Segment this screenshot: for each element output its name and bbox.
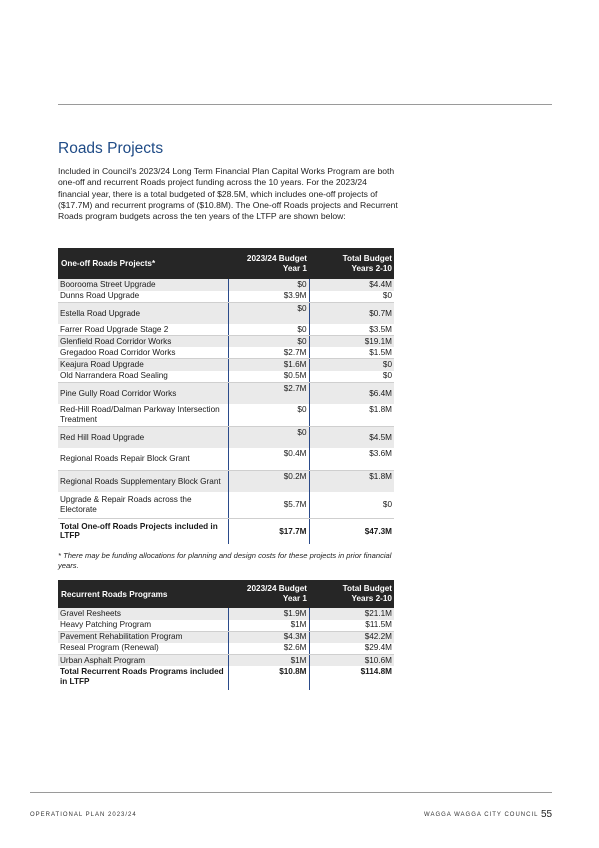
row-name: Red Hill Road Upgrade	[60, 432, 145, 442]
row-years2-10: $0	[309, 291, 394, 303]
row-year1: $2.7M	[228, 382, 309, 404]
row-year1: $0	[228, 336, 309, 348]
row-years2-10: $3.5M	[309, 324, 394, 336]
table-row	[58, 654, 394, 666]
row-year1: $0	[228, 302, 309, 324]
row-name: Dunns Road Upgrade	[58, 291, 228, 303]
row-years2-10: $1.8M	[309, 404, 394, 426]
row-name: Old Narrandera Road Sealing	[58, 371, 228, 383]
row-name: Keajura Road Upgrade	[60, 360, 144, 370]
row-years2-10: $42.2M	[364, 632, 392, 642]
header-program-name: Recurrent Roads Programs	[61, 589, 168, 599]
row-year1: $0	[228, 404, 309, 426]
row-name: Pavement Rehabilitation Program	[60, 632, 183, 642]
header-year1: 2023/24 Budget Year 1	[246, 584, 307, 603]
table-row	[58, 643, 394, 655]
total-year1: $17.7M	[228, 518, 309, 544]
row-name: Estella Road Upgrade	[60, 308, 141, 318]
row-year1: $1.6M	[228, 359, 309, 371]
oneoff-projects-table	[58, 248, 394, 544]
bottom-divider	[30, 792, 552, 793]
row-year1: $2.7M	[228, 347, 309, 359]
table-total-row	[58, 666, 394, 690]
row-year1: $0.5M	[228, 371, 309, 383]
table-row	[58, 426, 394, 448]
table-row	[58, 631, 394, 643]
row-name: Upgrade & Repair Roads across the Electorate	[58, 492, 228, 518]
row-year1: $5.7M	[228, 492, 309, 518]
row-name: Red-Hill Road/Dalman Parkway Intersection Treatment	[58, 404, 228, 426]
table-header-row	[58, 580, 394, 608]
table-row	[58, 448, 394, 470]
row-name: Boorooma Street Upgrade	[60, 279, 156, 289]
row-years2-10: $4.5M	[369, 432, 392, 442]
row-year1: $2.6M	[228, 643, 309, 655]
row-years2-10: $0.7M	[369, 308, 392, 318]
row-name: Glenfield Road Corridor Works	[60, 336, 172, 346]
row-years2-10: $29.4M	[309, 643, 394, 655]
row-year1: $0	[228, 279, 309, 291]
page-number: 55	[541, 809, 553, 820]
table-row	[58, 620, 394, 632]
total-name: Total Recurrent Roads Programs included in LTFP	[60, 666, 224, 686]
row-year1: $0.2M	[228, 470, 309, 492]
table-row	[58, 324, 394, 336]
row-years2-10: $4.4M	[369, 279, 392, 289]
row-name: Farrer Road Upgrade Stage 2	[58, 324, 228, 336]
row-year1: $3.9M	[228, 291, 309, 303]
row-year1: $4.3M	[228, 631, 309, 643]
row-name: Heavy Patching Program	[58, 620, 228, 632]
table-row	[58, 302, 394, 324]
row-year1: $0	[228, 426, 309, 448]
row-name: Pine Gully Road Corridor Works	[60, 388, 177, 398]
table-row	[58, 492, 394, 518]
table-row	[58, 382, 394, 404]
row-years2-10: $0	[309, 492, 394, 518]
row-years2-10: $0	[382, 360, 392, 370]
total-years2-10: $114.8M	[360, 666, 392, 676]
row-name: Regional Roads Repair Block Grant	[58, 448, 228, 470]
table-row	[58, 291, 394, 303]
row-year1: $0	[228, 324, 309, 336]
row-name: Gravel Resheets	[60, 608, 121, 618]
table-row	[58, 404, 394, 426]
table-header-row	[58, 248, 394, 279]
total-name: Total One-off Roads Projects included in LTFP	[60, 521, 218, 541]
row-name: Regional Roads Supplementary Block Grant	[60, 476, 221, 486]
table-total-row	[58, 518, 394, 544]
row-years2-10: $21.1M	[364, 608, 392, 618]
row-years2-10: $1.8M	[369, 471, 392, 481]
header-years2-10: Total Budget Years 2-10	[342, 253, 392, 273]
header-year1: 2023/24 Budget Year 1	[246, 253, 307, 273]
footer-organisation: WAGGA WAGGA CITY COUNCIL	[424, 812, 539, 818]
row-years2-10: $19.1M	[364, 336, 392, 346]
row-years2-10: $11.5M	[309, 620, 394, 632]
table-row	[58, 470, 394, 492]
total-years2-10: $47.3M	[364, 526, 392, 536]
row-name: Gregadoo Road Corridor Works	[58, 347, 228, 359]
row-years2-10: $10.6M	[364, 655, 392, 665]
top-divider	[58, 104, 552, 105]
table-row	[58, 371, 394, 383]
row-year1: $0.4M	[228, 448, 309, 470]
page-title: Roads Projects	[58, 140, 164, 157]
table-row	[58, 608, 394, 620]
row-name: Reseal Program (Renewal)	[58, 643, 228, 655]
table-row	[58, 347, 394, 359]
row-name: Urban Asphalt Program	[60, 655, 146, 665]
table-row	[58, 336, 394, 348]
row-year1: $1.9M	[228, 608, 309, 620]
footer-document-title: OPERATIONAL PLAN 2023/24	[30, 812, 137, 818]
header-project-name: One-off Roads Projects*	[61, 259, 156, 268]
row-years2-10: $6.4M	[369, 388, 392, 398]
total-year1: $10.8M	[228, 666, 309, 690]
table-row	[58, 359, 394, 371]
row-year1: $1M	[228, 620, 309, 632]
footnote: * There may be funding allocations for planning and design costs for these projects in prior financial years.	[58, 551, 392, 570]
table-row	[58, 279, 394, 291]
row-years2-10: $1.5M	[309, 347, 394, 359]
row-year1: $1M	[228, 654, 309, 666]
row-years2-10: $0	[309, 371, 394, 383]
row-years2-10: $3.6M	[309, 448, 394, 470]
recurrent-programs-table	[58, 580, 394, 690]
header-years2-10: Total Budget Years 2-10	[342, 584, 392, 603]
intro-paragraph: Included in Council's 2023/24 Long Term Financial Plan Capital Works Program are both one-off and recurrent Roads project funding across the 10 years. For the 2023/24 financial year, there is a total budgeted of $28.5M, which includes one-off projects of ($17.7M) and recurrent programs of ($10.8M). The One-off Roads projects and Recurrent Roads program budgets across the ten years of the LTFP are shown below:	[58, 166, 398, 222]
